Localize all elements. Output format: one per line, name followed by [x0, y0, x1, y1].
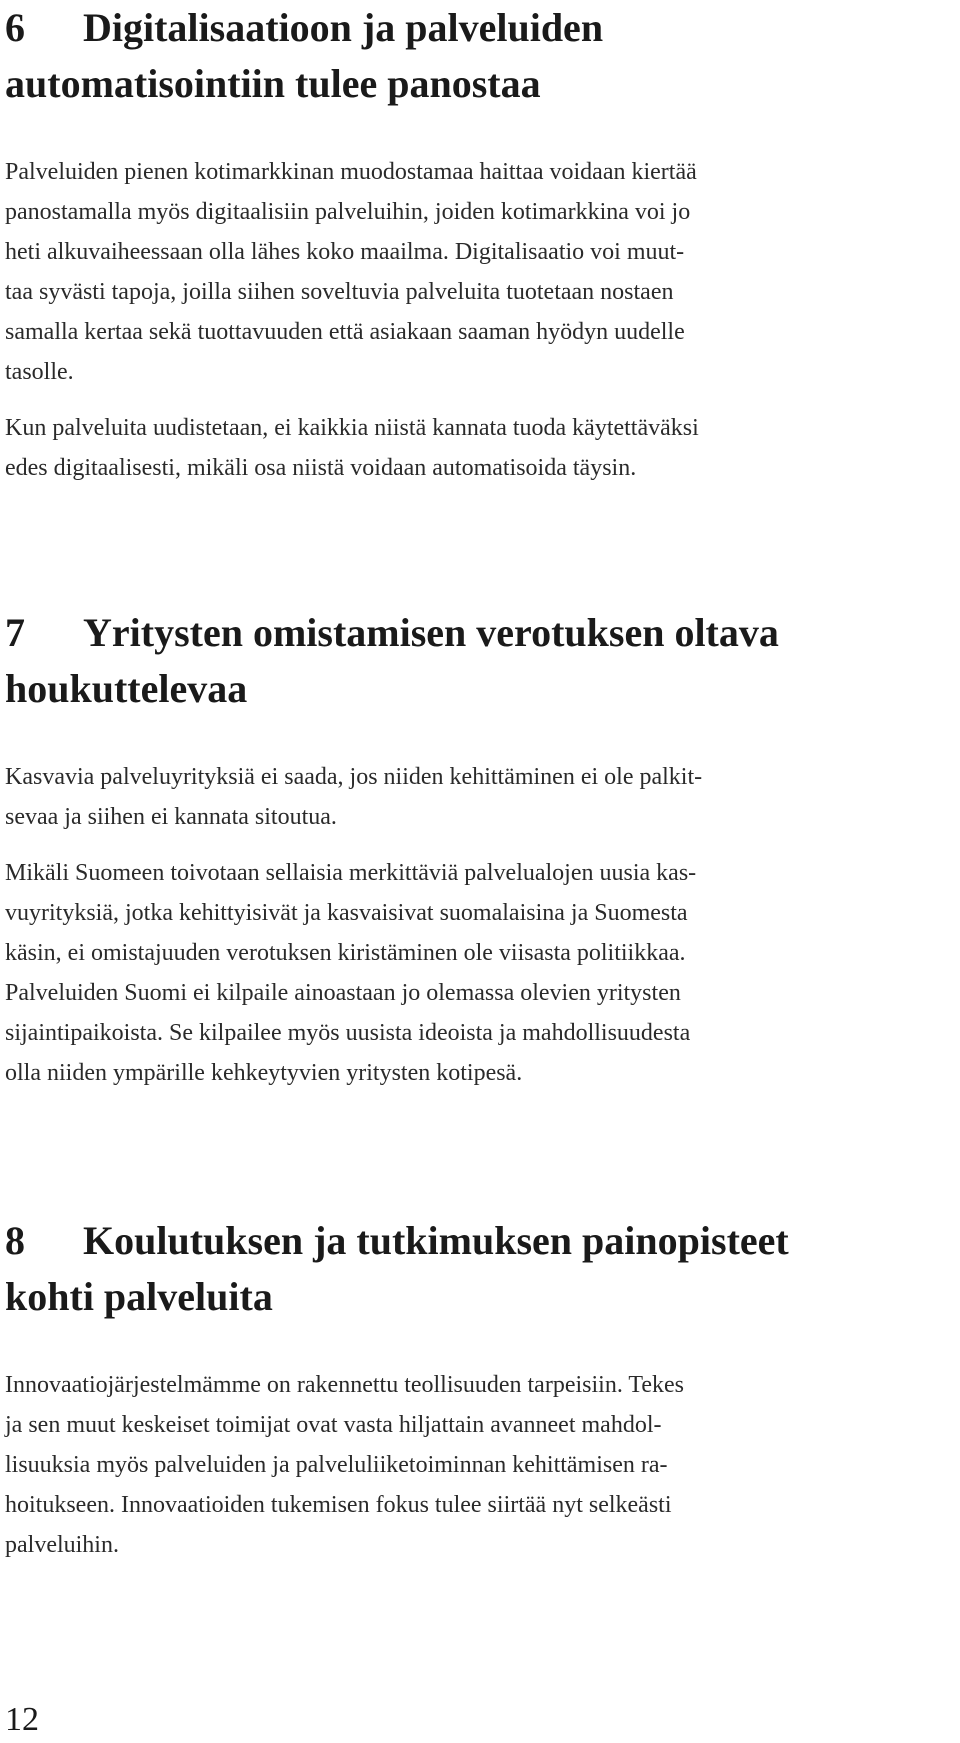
section-number: 8	[5, 1218, 25, 1263]
text-line: Palveluiden Suomi ei kilpaile ainoastaan jo olemassa olevien yritysten	[5, 980, 681, 1006]
section-title-line: Koulutuksen ja tutkimuksen painopisteet	[83, 1218, 789, 1263]
text-line: sevaa ja siihen ei kannata sitoutua.	[5, 804, 337, 830]
section-number: 6	[5, 5, 25, 50]
section-title-line: Yritysten omistamisen verotuksen oltava	[83, 610, 779, 655]
text-line: edes digitaalisesti, mikäli osa niistä voidaan automatisoida täysin.	[5, 455, 637, 481]
text-line: Mikäli Suomeen toivotaan sellaisia merkittäviä palvelualojen uusia kas-	[5, 860, 697, 886]
section-number: 7	[5, 610, 25, 655]
text-line: panostamalla myös digitaalisiin palveluihin, joiden kotimarkkina voi jo	[5, 199, 691, 225]
text-line: samalla kertaa sekä tuottavuuden että asiakaan saaman hyödyn uudelle	[5, 319, 685, 345]
text-line: Kasvavia palveluyrityksiä ei saada, jos niiden kehittäminen ei ole palkit-	[5, 764, 703, 790]
paragraph	[5, 1365, 942, 1565]
paragraph	[5, 853, 942, 1093]
text-line: Innovaatiojärjestelmämme on rakennettu teollisuuden tarpeisiin. Tekes	[5, 1372, 685, 1398]
text-line: käsin, ei omistajuuden verotuksen kiristäminen ole viisasta politiikkaa.	[5, 940, 686, 966]
section-title-line: Digitalisaatioon ja palveluiden	[83, 5, 604, 50]
section-heading	[5, 605, 942, 717]
section-title-line: houkuttelevaa	[5, 666, 248, 711]
text-line: lisuuksia myös palveluiden ja palveluliiketoiminnan kehittämisen ra-	[5, 1452, 668, 1478]
section-8	[5, 1213, 942, 1565]
text-line: taa syvästi tapoja, joilla siihen soveltuvia palveluita tuotetaan nostaen	[5, 279, 674, 305]
paragraph	[5, 408, 942, 488]
section-title-line: kohti palveluita	[5, 1274, 273, 1319]
text-line: vuyrityksiä, jotka kehittyisivät ja kasvaisivat suomalaisina ja Suomesta	[5, 900, 688, 926]
page-number: 12	[5, 1701, 39, 1738]
text-line: sijaintipaikoista. Se kilpailee myös uusista ideoista ja mahdollisuudesta	[5, 1020, 691, 1046]
text-line: tasolle.	[5, 359, 74, 385]
section-7	[5, 605, 942, 1093]
text-line: hoitukseen. Innovaatioiden tukemisen fokus tulee siirtää nyt selkeästi	[5, 1492, 672, 1518]
text-line: Kun palveluita uudistetaan, ei kaikkia niistä kannata tuoda käytettäväksi	[5, 415, 699, 441]
paragraph	[5, 152, 942, 392]
text-line: Palveluiden pienen kotimarkkinan muodostamaa haittaa voidaan kiertää	[5, 159, 697, 185]
text-line: palveluihin.	[5, 1532, 119, 1558]
paragraph	[5, 757, 942, 837]
text-line: olla niiden ympärille kehkeytyvien yritysten kotipesä.	[5, 1060, 523, 1086]
section-heading	[5, 0, 942, 112]
section-title-line: automatisointiin tulee panostaa	[5, 61, 541, 106]
section-6	[5, 0, 942, 488]
section-heading	[5, 1213, 942, 1325]
text-line: heti alkuvaiheessaan olla lähes koko maailma. Digitalisaatio voi muut-	[5, 239, 685, 265]
text-line: ja sen muut keskeiset toimijat ovat vasta hiljattain avanneet mahdol-	[5, 1412, 662, 1438]
